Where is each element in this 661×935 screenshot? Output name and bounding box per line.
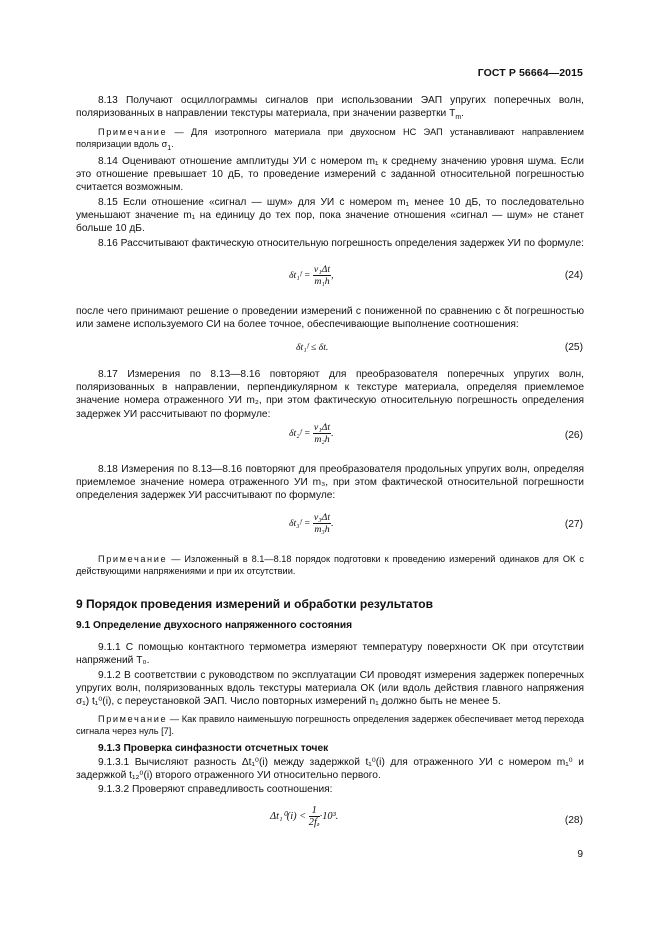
paragraph-9-1-3-2 xyxy=(76,783,584,796)
page-number: 9 xyxy=(577,849,583,860)
standard-header: ГОСТ Р 56664—2015 xyxy=(477,67,583,79)
paragraph-text: 9.1.3.2 Проверяют справедливость соотношения: xyxy=(98,784,333,795)
equation-number-28: (28) xyxy=(564,815,583,826)
paragraph-9-1-1 xyxy=(76,641,584,667)
note-2 xyxy=(76,553,584,578)
paragraph-text: 9.1.3.1 Вычисляют разность Δt₁⁰(i) между задержкой t₁⁰(i) для отраженного УИ с номером m₁⁰ и задержкой t₁₂⁰(i) второго отраженного УИ относительно первого. xyxy=(76,757,584,782)
formula-numerator: v₁Δt xyxy=(313,264,331,275)
note-label: Примечание xyxy=(98,127,168,137)
formula-lhs: δt₁ᶠ = xyxy=(289,269,311,281)
formula-numerator: v₃Δt xyxy=(313,512,331,523)
equation-number-26: (26) xyxy=(564,430,583,441)
subscript: 1 xyxy=(167,145,172,153)
paragraph-text: 9.1.2 В соответствии с руководством по эксплуатации СИ проводят измерения задержек поперечных упругих волн, поляризованных вдоль текстуры материала ОК (или вдоль действия главного напряжения σ₁) t₁⁰(i), с переустановкой ЭАП. Число повторных измерений n₁ должно быть не менее 5. xyxy=(76,670,584,708)
formula-numerator: 1 xyxy=(309,805,320,817)
equation-number-25: (25) xyxy=(564,342,583,353)
paragraph-text: после чего принимают решение о проведении измерений с пониженной по сравнению с δt погрешностью или замене используемого СИ на более точное, обеспечивающие выполнение соотношения: xyxy=(76,306,584,331)
paragraph-text: 8.17 Измерения по 8.13—8.16 повторяют для преобразователя поперечных упругих волн, поляризованных в направлении, перпендикулярном к текстуре материала, определяя приемлемое значение номера отраженного УИ m₂, при этом фактическую относительную погрешность определения задержек УИ рассчитывают по формуле: xyxy=(76,369,584,420)
formula-tail: . xyxy=(331,427,334,439)
formula-tail: . xyxy=(331,517,334,529)
formula-27 xyxy=(289,512,334,535)
formula-26 xyxy=(289,422,334,445)
formula-fraction xyxy=(309,805,320,828)
paragraph-after-24 xyxy=(76,305,584,331)
paragraph-9-1-2 xyxy=(76,669,584,709)
formula-denominator: 2fₔ xyxy=(308,817,320,828)
note-label: Примечание xyxy=(98,554,168,564)
formula-denominator: m₁h xyxy=(314,276,330,287)
formula-denominator: m₂h xyxy=(314,434,330,445)
formula-25: δt₁ᶠ ≤ δt. xyxy=(296,342,329,353)
note-1: Примечание — Для изотропного материала при двухосном НС ЭАП устанавливают направлением поляризации вдоль $\sigma_1$. xyxy=(76,127,584,153)
paragraph-8-14 xyxy=(76,155,584,195)
formula-denominator: m₃h xyxy=(314,524,330,535)
paragraph-8-16 xyxy=(76,237,584,250)
paragraph-text: 8.13 Получают осциллограммы сигналов при использовании ЭАП упругих поперечных волн, поляризованных в направлении текстуры материала, при значении развертки T xyxy=(76,95,584,120)
note-3 xyxy=(76,713,584,738)
paragraph-text: 8.18 Измерения по 8.13—8.16 повторяют для преобразователя продольных упругих волн, определяя приемлемое значение номера отраженного УИ m₃, при этом фактической относительной погрешности определения задержек УИ рассчитывают по формуле: xyxy=(76,464,584,502)
note-label: Примечание xyxy=(98,714,168,724)
subsection-heading: 9.1 Определение двухосного напряженного состояния xyxy=(76,620,353,631)
formula-fraction xyxy=(313,512,334,535)
formula-lhs: δt₃ᶠ = xyxy=(289,517,311,529)
note-text: — Для изотропного материала при двухосном НС ЭАП устанавливают направлением поляризации вдоль σ xyxy=(76,127,584,150)
section-heading: 9 Порядок проведения измерений и обработки результатов xyxy=(76,597,434,611)
formula-numerator: v₁Δt xyxy=(313,422,331,433)
subsection-heading: 9.1.3 Проверка синфазности отсчетных точек xyxy=(98,743,329,754)
paragraph-text: 9.1.1 С помощью контактного термометра измеряют температуру поверхности ОК при отсутствии напряжений T₀. xyxy=(76,642,584,667)
note-text: — Изложенный в 8.1—8.18 порядок подготовки к проведению измерений одинаков для ОК с действующими напряжениями и при их отсутствии. xyxy=(76,554,584,577)
paragraph-8-15 xyxy=(76,196,584,236)
paragraph-8-17 xyxy=(76,368,584,421)
formula-24 xyxy=(289,264,334,287)
subscript: m xyxy=(455,114,462,122)
note-text: — Как правило наименьшую погрешность определения задержек обеспечивает метод перехода сигнала через нуль [7]. xyxy=(76,714,584,737)
formula-lhs: δt₂ᶠ = xyxy=(289,427,311,439)
formula-tail: , xyxy=(331,269,334,281)
formula-tail: ·10³. xyxy=(319,810,339,822)
paragraph-text: 8.15 Если отношение «сигнал — шум» для УИ с номером m₁ менее 10 дБ, то последовательно уменьшают значение m₁ на единицу до тех пор, пока значение отношения «сигнал — шум» не станет больше 10 дБ. xyxy=(76,197,584,235)
paragraph-text: 8.16 Рассчитывают фактическую относительную погрешность определения задержек УИ по формуле: xyxy=(98,238,584,249)
paragraph-8-18 xyxy=(76,463,584,503)
formula-fraction xyxy=(313,422,334,445)
equation-number-27: (27) xyxy=(564,519,583,530)
formula-28 xyxy=(270,805,338,828)
formula-lhs: Δt₁⁰(i) < xyxy=(270,810,307,822)
paragraph-9-1-3-1 xyxy=(76,756,584,782)
paragraph-text: 8.14 Оценивают отношение амплитуды УИ с номером m₁ к среднему значению уровня шума. Если это отношение превышает 10 дБ, то проведение измерений с заданной относительной погрешностью считается возможным. xyxy=(76,156,584,194)
paragraph-8-13: 8.13 Получают осциллограммы сигналов при использовании ЭАП упругих поперечных волн, поляризованных в направлении текстуры материала, при значении развертки $T_m$. xyxy=(76,95,584,122)
formula-fraction xyxy=(313,264,334,287)
equation-number-24: (24) xyxy=(564,270,583,281)
